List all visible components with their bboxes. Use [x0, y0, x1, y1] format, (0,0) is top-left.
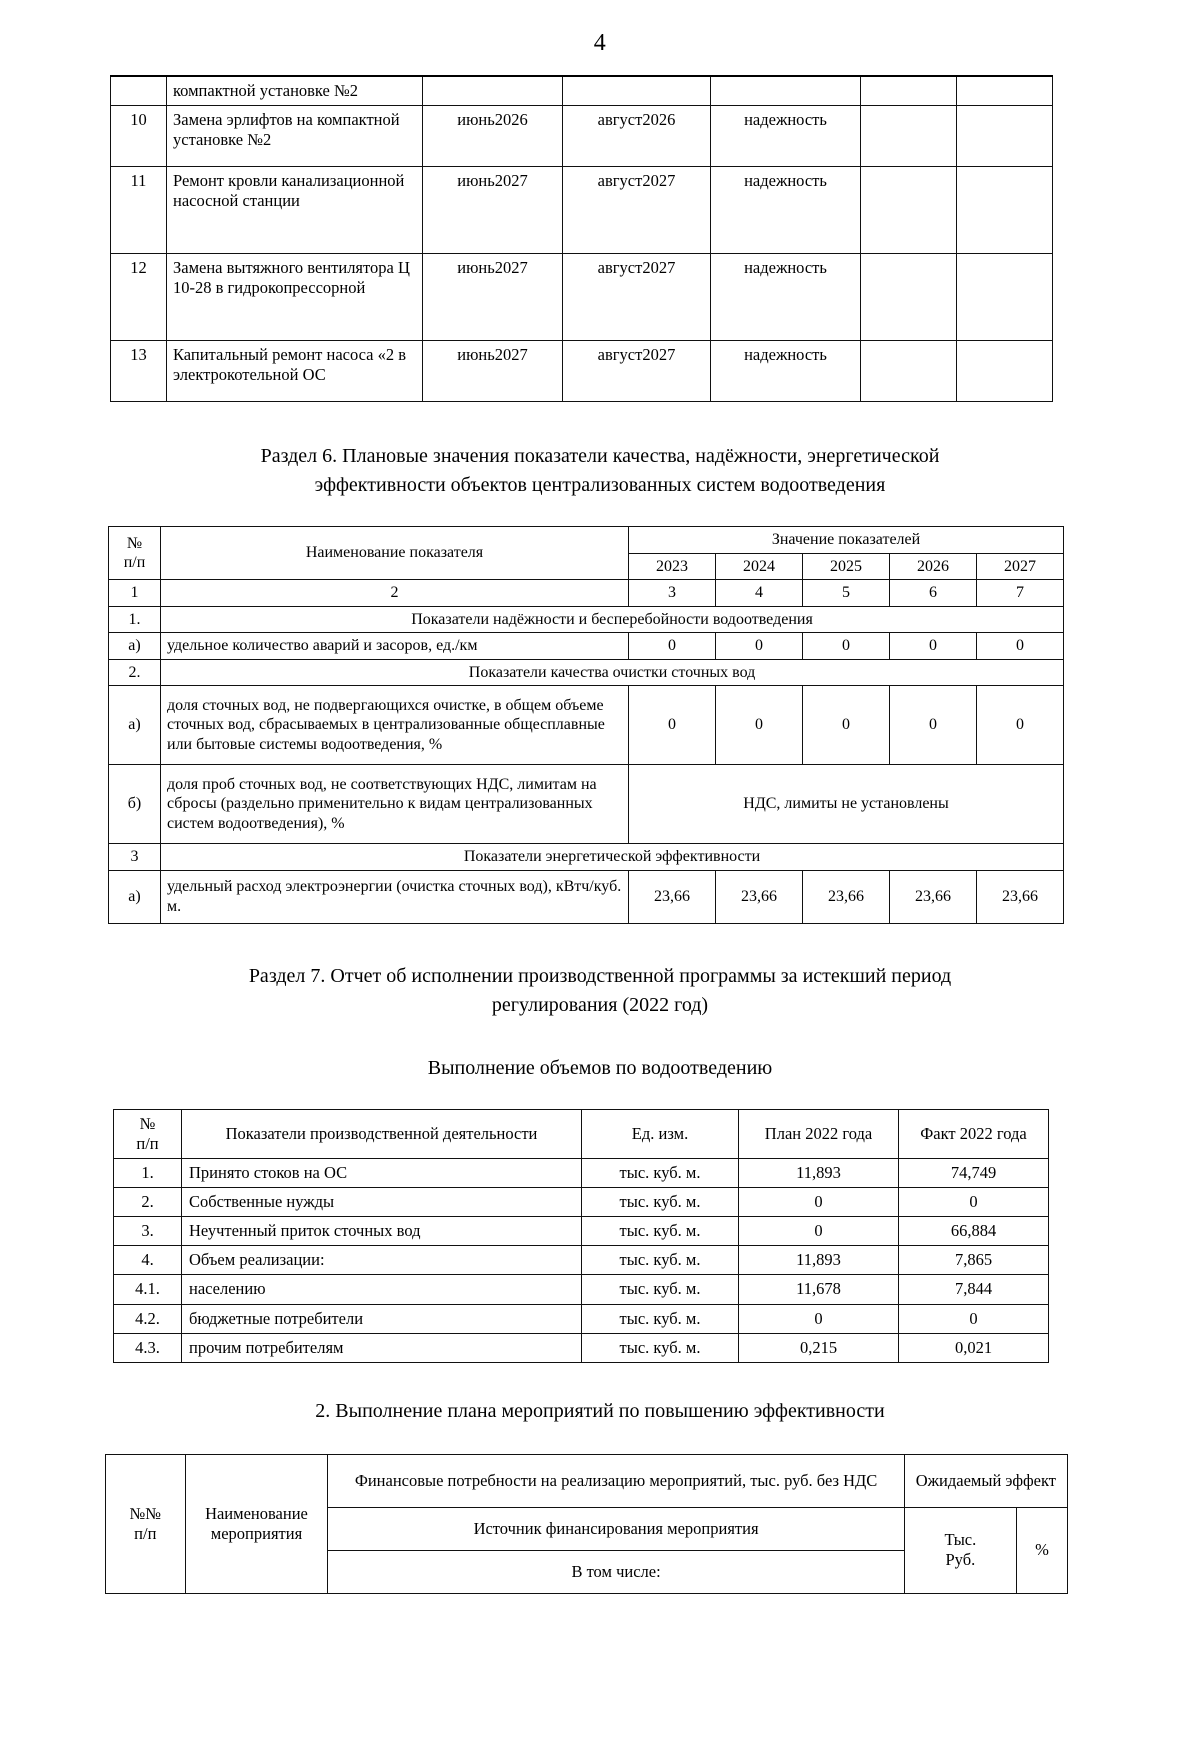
meas-col-header-effect-money-line2: Руб. [945, 1550, 976, 1570]
meas-col-header-num-line2: п/п [134, 1523, 157, 1543]
indicator-value-2025: 0 [803, 633, 890, 660]
plan-row-end: август2027 [563, 167, 711, 254]
vol-row-plan: 11,678 [739, 1275, 899, 1304]
plan-row-effect: надежность [711, 167, 861, 254]
page-number: 4 [593, 30, 607, 56]
indicator-value-2026: 0 [890, 686, 977, 765]
indicator-group-row [109, 606, 1064, 633]
indicator-label: доля проб сточных вод, не соответствующих НДС, лимитам на сбросы (раздельно применительно к видам централизованных систем водоотведения), % [161, 765, 629, 844]
plan-row-effect: надежность [711, 254, 861, 341]
indicator-num: а) [109, 633, 161, 660]
plan-row-num: 12 [111, 254, 167, 341]
group-label: Показатели надёжности и бесперебойности водоотведения [161, 606, 1064, 633]
plan-row-col6 [861, 167, 957, 254]
plan-row-num: 11 [111, 167, 167, 254]
plan-row-col7 [957, 341, 1053, 402]
group-num: 3 [109, 844, 161, 871]
indicator-value-2024: 0 [716, 686, 803, 765]
indicator-data-row [109, 633, 1064, 660]
indicator-value-2027: 23,66 [977, 870, 1064, 923]
table-row [111, 76, 1053, 106]
section6-heading [185, 442, 1015, 500]
vol-row-indicator: Объем реализации: [182, 1246, 582, 1275]
numbering-cell-7: 7 [977, 580, 1064, 607]
plan-row-name: Замена вытяжного вентилятора Ц 10-28 в гидрокопрессорной [167, 254, 423, 341]
vol-row-indicator: прочим потребителям [182, 1333, 582, 1362]
plan-row-start: июнь2026 [423, 106, 563, 167]
numbering-cell-6: 6 [890, 580, 977, 607]
plan-row-end [563, 76, 711, 106]
plan-row-end: август2027 [563, 341, 711, 402]
vol-row-fact: 74,749 [899, 1158, 1049, 1187]
plan-row-effect [711, 76, 861, 106]
measures-table [105, 1454, 1068, 1594]
indicator-value-2023: 0 [629, 686, 716, 765]
table-row [111, 254, 1053, 341]
vol-row-unit: тыс. куб. м. [582, 1275, 739, 1304]
vol-row-plan: 0 [739, 1217, 899, 1246]
meas-col-header-effect-money-line1: Тыс. [944, 1530, 977, 1550]
group-num: 2. [109, 659, 161, 686]
vol-row-unit: тыс. куб. м. [582, 1188, 739, 1217]
indicator-value-2026: 23,66 [890, 870, 977, 923]
plan-row-num: 10 [111, 106, 167, 167]
indicator-value-2025: 0 [803, 686, 890, 765]
vol-col-header-plan: План 2022 года [739, 1109, 899, 1158]
indicator-data-row [109, 686, 1064, 765]
indicator-value-2023: 23,66 [629, 870, 716, 923]
plan-row-num [111, 76, 167, 106]
vol-row-num: 4. [114, 1246, 182, 1275]
table-row [111, 341, 1053, 402]
plan-row-start [423, 76, 563, 106]
table-row [111, 167, 1053, 254]
measures-subheading: 2. Выполнение плана мероприятий по повышению эффективности [315, 1399, 885, 1422]
vol-row-indicator: населению [182, 1275, 582, 1304]
meas-col-header-finance: Финансовые потребности на реализацию мероприятий, тыс. руб. без НДС [328, 1454, 904, 1507]
volumes-subheading: Выполнение объемов по водоотведению [427, 1056, 773, 1079]
col-header-name: Наименование показателя [161, 527, 629, 580]
indicator-value-2025: 23,66 [803, 870, 890, 923]
vol-col-header-num [114, 1109, 182, 1158]
group-label: Показатели качества очистки сточных вод [161, 659, 1064, 686]
plan-row-col7 [957, 254, 1053, 341]
meas-col-header-effect-percent: % [1016, 1507, 1067, 1593]
vol-row-fact: 7,865 [899, 1246, 1049, 1275]
year-header-2024: 2024 [716, 553, 803, 580]
indicator-label: удельное количество аварий и засоров, ед./км [161, 633, 629, 660]
indicator-num: а) [109, 686, 161, 765]
plan-row-name: Ремонт кровли канализационной насосной станции [167, 167, 423, 254]
year-header-2026: 2026 [890, 553, 977, 580]
vol-row-indicator: бюджетные потребители [182, 1304, 582, 1333]
year-header-2025: 2025 [803, 553, 890, 580]
plan-row-num: 13 [111, 341, 167, 402]
vol-col-header-num-line2: п/п [136, 1133, 159, 1153]
plan-row-col6 [861, 106, 957, 167]
indicator-merged-value: НДС, лимиты не установлены [629, 765, 1064, 844]
indicators-header-row [109, 527, 1064, 554]
plan-row-col6 [861, 341, 957, 402]
volumes-header-row [114, 1109, 1049, 1158]
vol-row-unit: тыс. куб. м. [582, 1246, 739, 1275]
vol-row-indicator: Собственные нужды [182, 1188, 582, 1217]
indicators-table [108, 526, 1064, 924]
col-header-values: Значение показателей [629, 527, 1064, 554]
vol-row-num: 4.2. [114, 1304, 182, 1333]
meas-col-header-name [185, 1454, 328, 1593]
numbering-cell-5: 5 [803, 580, 890, 607]
col-header-num-line1: № [126, 534, 143, 552]
indicator-value-2024: 23,66 [716, 870, 803, 923]
plan-row-name: Замена эрлифтов на компактной установке №2 [167, 106, 423, 167]
table-row [114, 1188, 1049, 1217]
numbering-cell-4: 4 [716, 580, 803, 607]
vol-col-header-indicator: Показатели производственной деятельности [182, 1109, 582, 1158]
vol-row-unit: тыс. куб. м. [582, 1333, 739, 1362]
table-row [114, 1275, 1049, 1304]
meas-col-header-num [106, 1454, 186, 1593]
section7-heading-line1: Раздел 7. Отчет об исполнении производственной программы за истекший период [248, 964, 952, 987]
table-row [114, 1217, 1049, 1246]
plan-row-end: август2026 [563, 106, 711, 167]
year-header-2023: 2023 [629, 553, 716, 580]
vol-row-fact: 0 [899, 1188, 1049, 1217]
document-page [0, 30, 1200, 1742]
plan-row-effect: надежность [711, 106, 861, 167]
plan-row-end: август2027 [563, 254, 711, 341]
numbering-cell-1: 1 [109, 580, 161, 607]
table-row [114, 1333, 1049, 1362]
vol-row-plan: 11,893 [739, 1246, 899, 1275]
volumes-table [113, 1109, 1049, 1363]
year-header-2027: 2027 [977, 553, 1064, 580]
vol-row-fact: 0 [899, 1304, 1049, 1333]
plan-row-start: июнь2027 [423, 167, 563, 254]
indicator-group-row [109, 659, 1064, 686]
section7-heading-line2: регулирования (2022 год) [491, 993, 709, 1016]
meas-col-header-including: В том числе: [328, 1550, 904, 1593]
vol-row-fact: 0,021 [899, 1333, 1049, 1362]
plan-row-name: Капитальный ремонт насоса «2 в электрокотельной ОС [167, 341, 423, 402]
plan-row-name: компактной установке №2 [167, 76, 423, 106]
section7-heading [180, 962, 1020, 1020]
vol-row-num: 4.3. [114, 1333, 182, 1362]
meas-col-header-effect: Ожидаемый эффект [904, 1454, 1067, 1507]
vol-row-fact: 7,844 [899, 1275, 1049, 1304]
col-header-num [109, 527, 161, 580]
meas-col-header-name-line2: мероприятия [210, 1523, 303, 1543]
vol-row-indicator: Принято стоков на ОС [182, 1158, 582, 1187]
plan-row-start: июнь2027 [423, 341, 563, 402]
indicators-numbering-row [109, 580, 1064, 607]
indicator-num: а) [109, 870, 161, 923]
vol-row-num: 2. [114, 1188, 182, 1217]
vol-row-num: 4.1. [114, 1275, 182, 1304]
measures-header-row-1 [106, 1454, 1068, 1507]
vol-row-num: 1. [114, 1158, 182, 1187]
indicator-value-2024: 0 [716, 633, 803, 660]
section6-heading-line2: эффективности объектов централизованных систем водоотведения [314, 474, 886, 497]
vol-col-header-num-line1: № [139, 1113, 156, 1133]
indicator-value-2027: 0 [977, 633, 1064, 660]
group-label: Показатели энергетической эффективности [161, 844, 1064, 871]
plan-row-start: июнь2027 [423, 254, 563, 341]
vol-row-unit: тыс. куб. м. [582, 1304, 739, 1333]
vol-row-plan: 11,893 [739, 1158, 899, 1187]
repair-plan-table [110, 75, 1053, 402]
table-row [111, 106, 1053, 167]
meas-col-header-name-line1: Наименование [205, 1503, 308, 1523]
plan-row-col6 [861, 76, 957, 106]
col-header-num-line2: п/п [123, 554, 146, 572]
indicator-label: удельный расход электроэнергии (очистка сточных вод), кВтч/куб. м. [161, 870, 629, 923]
table-row [114, 1304, 1049, 1333]
vol-row-num: 3. [114, 1217, 182, 1246]
numbering-cell-2: 2 [161, 580, 629, 607]
indicator-value-2026: 0 [890, 633, 977, 660]
plan-row-col6 [861, 254, 957, 341]
vol-row-unit: тыс. куб. м. [582, 1158, 739, 1187]
vol-row-plan: 0 [739, 1188, 899, 1217]
indicator-group-row [109, 844, 1064, 871]
vol-row-indicator: Неучтенный приток сточных вод [182, 1217, 582, 1246]
meas-col-header-num-line1: №№ [129, 1503, 162, 1523]
plan-row-col7 [957, 167, 1053, 254]
table-row [114, 1246, 1049, 1275]
indicator-merged-row [109, 765, 1064, 844]
vol-row-fact: 66,884 [899, 1217, 1049, 1246]
table-row [114, 1158, 1049, 1187]
plan-row-col7 [957, 106, 1053, 167]
indicator-value-2023: 0 [629, 633, 716, 660]
plan-row-col7 [957, 76, 1053, 106]
indicator-label: доля сточных вод, не подвергающихся очистке, в общем объеме сточных вод, сбрасываемых в централизованные общесплавные или бытовые системы водоотведения, % [161, 686, 629, 765]
indicator-value-2027: 0 [977, 686, 1064, 765]
vol-row-unit: тыс. куб. м. [582, 1217, 739, 1246]
meas-col-header-source: Источник финансирования мероприятия [328, 1507, 904, 1550]
indicator-data-row [109, 870, 1064, 923]
section6-heading-line1: Раздел 6. Плановые значения показатели качества, надёжности, энергетической [260, 445, 940, 468]
vol-col-header-unit: Ед. изм. [582, 1109, 739, 1158]
plan-row-effect: надежность [711, 341, 861, 402]
numbering-cell-3: 3 [629, 580, 716, 607]
vol-row-plan: 0,215 [739, 1333, 899, 1362]
group-num: 1. [109, 606, 161, 633]
indicator-num: б) [109, 765, 161, 844]
meas-col-header-effect-money [904, 1507, 1016, 1593]
vol-row-plan: 0 [739, 1304, 899, 1333]
vol-col-header-fact: Факт 2022 года [899, 1109, 1049, 1158]
